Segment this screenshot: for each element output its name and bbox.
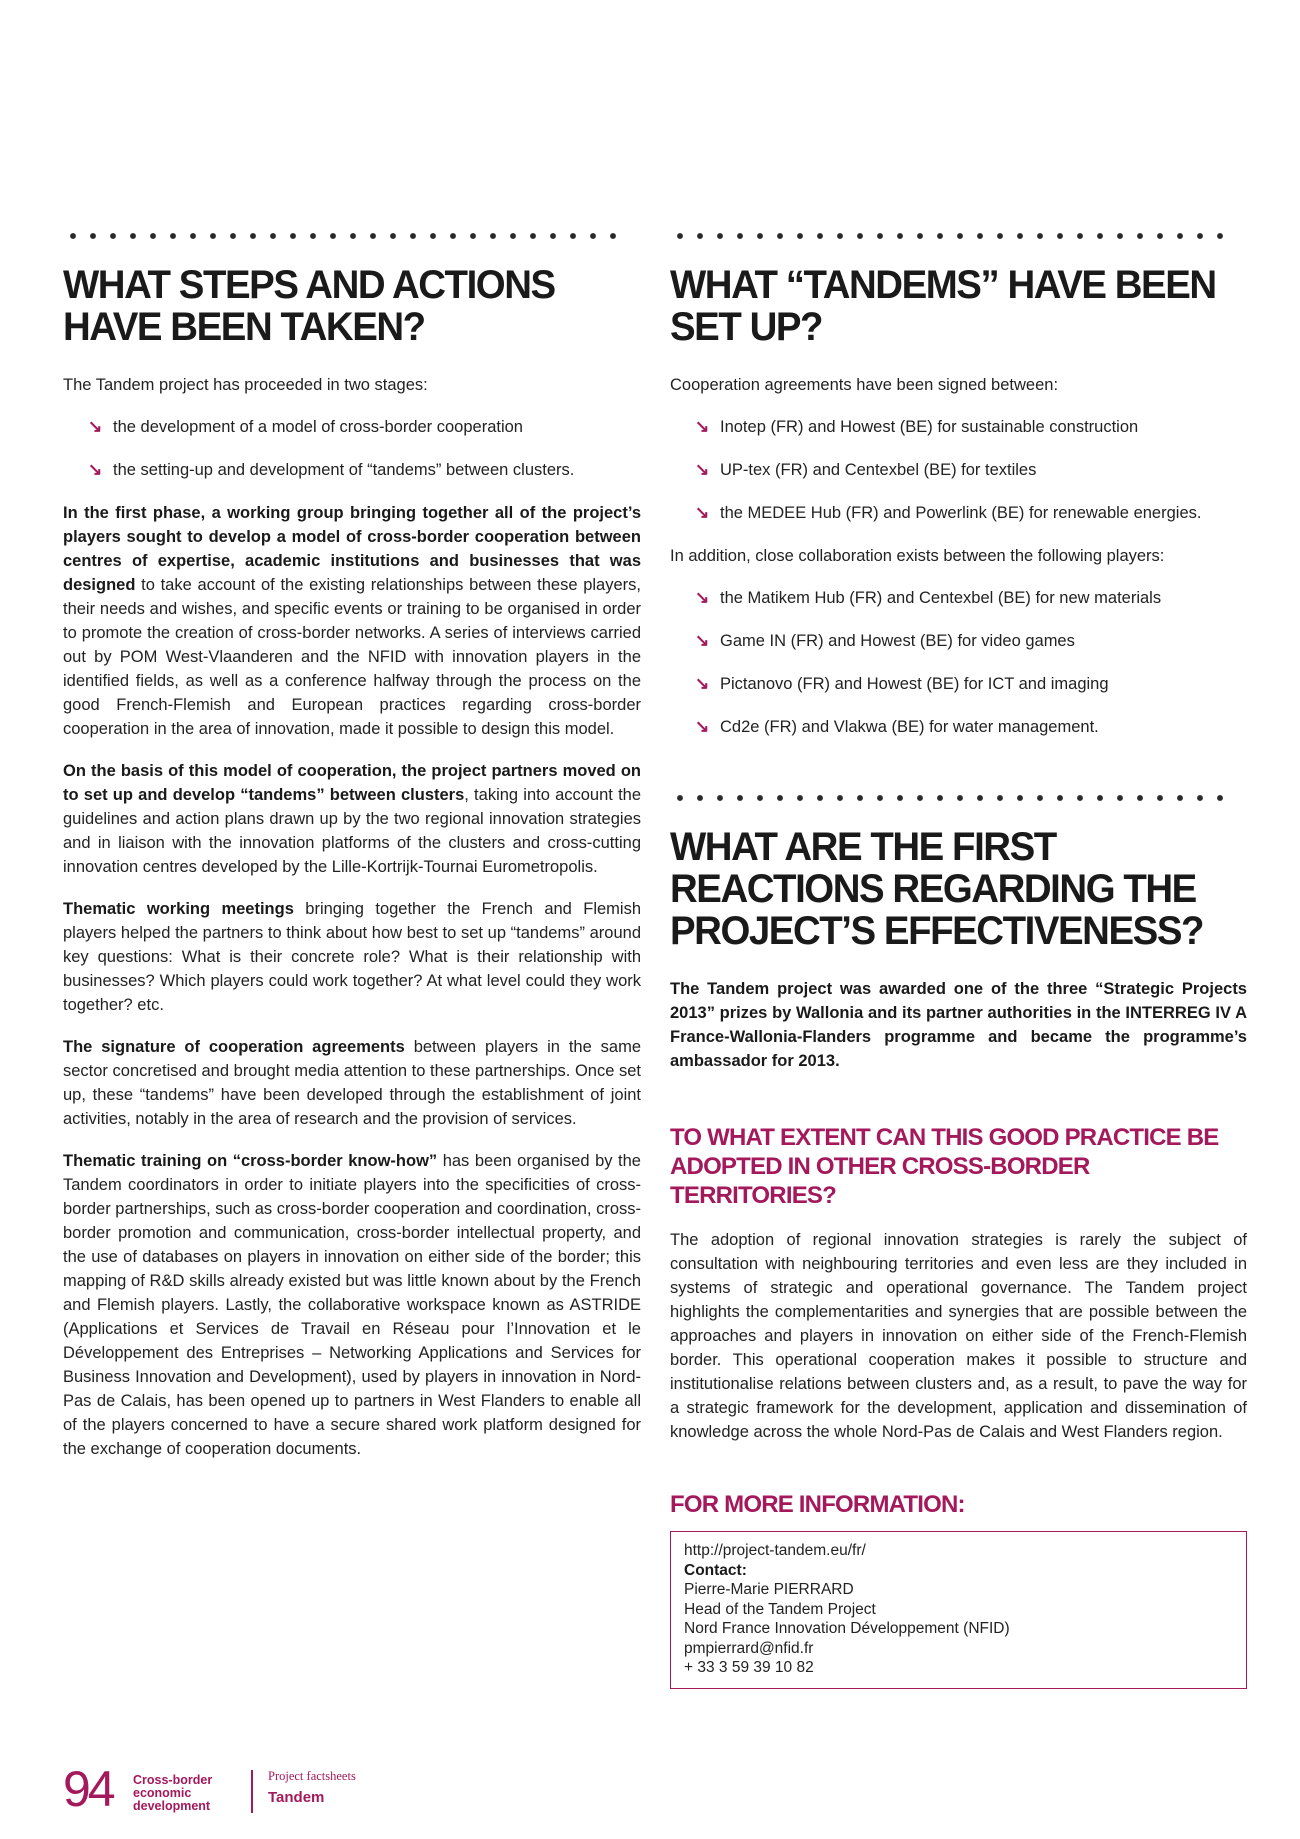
paragraph-training: Thematic training on “cross-border know-how” has been organised by the Tandem coordinators in order to initiate players into the specificities of cross-border partnerships, such as cross-border cooperation and coordination, cross-border promotion and communication, cross-border intellectual property, and the use of databases on players in innovation on either side of the border; this mapping of R&D skills already existed but was little known about by the French and Flemish players. Lastly, the collaborative workspace known as ASTRIDE (Applications et Services de Travail en Réseau pour l’Innovation et le Développement des Entreprises – Networking Applications and Services for Business Innovation and Development), used by players in innovation in Nord-Pas de Calais, has been opened up to partners in West Flanders to enable all of the players concerned to have a secure shared work platform designed for the exchange of cooperation documents. (63, 1152, 641, 1458)
agreements-list (670, 415, 1247, 525)
contact-organisation: Nord France Innovation Développement (NFID) (684, 1620, 1010, 1637)
paragraph-tandems: On the basis of this model of cooperation, the project partners moved on to set up and develop “tandems” between clusters, taking into account the guidelines and action plans drawn up by the two regional innovation strategies and in liaison with the innovation platforms of the clusters and cross-cutting innovation centres developed by the Lille-Kortrijk-Tournai Eurometropolis. (63, 762, 641, 876)
reactions-section (670, 792, 1247, 1689)
project-url[interactable]: http://project-tandem.eu/fr/ (684, 1542, 866, 1559)
footer-divider (251, 1770, 253, 1813)
paragraph-first-phase: In the first phase, a working group bringing together all of the project’s players sought to develop a model of cross-border cooperation between centres of expertise, academic institutions and businesses that was designed to take account of the existing relationships between these players, their needs and wishes, and specific events or training to be organised in order to promote the creation of cross-border networks. A series of interviews carried out by POM West-Vlaanderen and the NFID with innovation players in the identified fields, as well as a conference halfway through the process on the good French-Flemish and European practices regarding cross-border cooperation in the area of innovation, made it possible to design this model. (63, 504, 641, 738)
collaborations-list (670, 586, 1247, 739)
project-name: Tandem (268, 1789, 325, 1806)
arrow-down-right-icon: ↘ (695, 631, 710, 650)
section-name: Cross-border economic development (133, 1773, 213, 1813)
contact-email[interactable]: pmpierrard@nfid.fr (684, 1639, 814, 1657)
page-number: 94 (63, 1761, 113, 1817)
contact-name: Pierre-Marie PIERRARD (684, 1581, 854, 1598)
list-item: ↘ the development of a model of cross-border cooperation (88, 415, 641, 439)
list-item: ↘ the MEDEE Hub (FR) and Powerlink (BE) for renewable energies. (695, 501, 1247, 525)
dotted-divider (670, 230, 1230, 242)
contact-box (670, 1531, 1247, 1689)
paragraph-agreements: The signature of cooperation agreements between players in the same sector concretised and brought media attention to these partnerships. Once set up, these “tandems” have been developed through the establishment of joint activities, notably in the area of research and the provision of services. (63, 1038, 641, 1128)
arrow-down-right-icon: ↘ (695, 588, 710, 607)
arrow-down-right-icon: ↘ (695, 417, 710, 436)
list-item: ↘ the setting-up and development of “tandems” between clusters. (88, 458, 641, 482)
adoption-heading: TO WHAT EXTENT CAN THIS GOOD PRACTICE BE ADOPTED IN OTHER CROSS-BORDER TERRITORIES? (670, 1124, 1219, 1209)
list-item: ↘ the Matikem Hub (FR) and Centexbel (BE) for new materials (695, 586, 1247, 610)
stages-list (63, 415, 641, 482)
tandems-intro: Cooperation agreements have been signed between: (670, 376, 1059, 394)
arrow-down-right-icon: ↘ (695, 503, 710, 522)
left-column (63, 230, 641, 1479)
paragraph-meetings: Thematic working meetings bringing together the French and Flemish players helped the partners to think about how best to set up “tandems” around key questions: What is their concrete role? What is their relationship with businesses? Which players could work together? At what level could they work together? etc. (63, 900, 641, 1014)
award-paragraph: The Tandem project was awarded one of the three “Strategic Projects 2013” prizes by Wallonia and its partner authorities in the INTERREG IV A France-Wallonia-Flanders programme and became the programme’s ambassador for 2013. (670, 980, 1247, 1070)
arrow-down-right-icon: ↘ (88, 417, 103, 436)
arrow-down-right-icon: ↘ (695, 460, 710, 479)
page-footer (63, 1761, 563, 1824)
right-column (670, 230, 1247, 758)
steps-intro: The Tandem project has proceeded in two stages: (63, 376, 428, 394)
more-info-heading: FOR MORE INFORMATION: (670, 1491, 965, 1518)
dotted-divider (63, 230, 623, 242)
list-item: ↘ Inotep (FR) and Howest (BE) for sustainable construction (695, 415, 1247, 439)
collaboration-intro: In addition, close collaboration exists between the following players: (670, 547, 1165, 565)
steps-heading: WHAT STEPS AND ACTIONS HAVE BEEN TAKEN? (63, 263, 555, 349)
contact-phone: + 33 3 59 39 10 82 (684, 1659, 814, 1676)
arrow-down-right-icon: ↘ (88, 460, 103, 479)
list-item: ↘ UP-tex (FR) and Centexbel (BE) for textiles (695, 458, 1247, 482)
reactions-heading: WHAT ARE THE FIRST REACTIONS REGARDING THE PROJECT’S EFFECTIVENESS? (670, 825, 1204, 953)
list-item: ↘ Game IN (FR) and Howest (BE) for video games (695, 629, 1247, 653)
adoption-paragraph: The adoption of regional innovation strategies is rarely the subject of consultation with neighbouring territories and even less are they included in systems of strategic and operational governance. The Tandem project highlights the complementarities and synergies that are possible between the approaches and players in innovation on either side of the French-Flemish border. This operational cooperation makes it possible to structure and institutionalise relations between clusters and, as a result, to pave the way for a strategic framework for the development, application and dissemination of knowledge across the whole Nord-Pas de Calais and West Flanders region. (670, 1231, 1247, 1441)
list-item: ↘ Pictanovo (FR) and Howest (BE) for ICT and imaging (695, 672, 1247, 696)
factsheet-label: Project factsheets (268, 1769, 356, 1783)
tandems-heading: WHAT “TANDEMS” HAVE BEEN SET UP? (670, 263, 1216, 349)
arrow-down-right-icon: ↘ (695, 717, 710, 736)
contact-label: Contact: (684, 1561, 747, 1579)
contact-role: Head of the Tandem Project (684, 1600, 876, 1618)
dotted-divider (670, 792, 1230, 804)
list-item: ↘ Cd2e (FR) and Vlakwa (BE) for water management. (695, 715, 1247, 739)
arrow-down-right-icon: ↘ (695, 674, 710, 693)
